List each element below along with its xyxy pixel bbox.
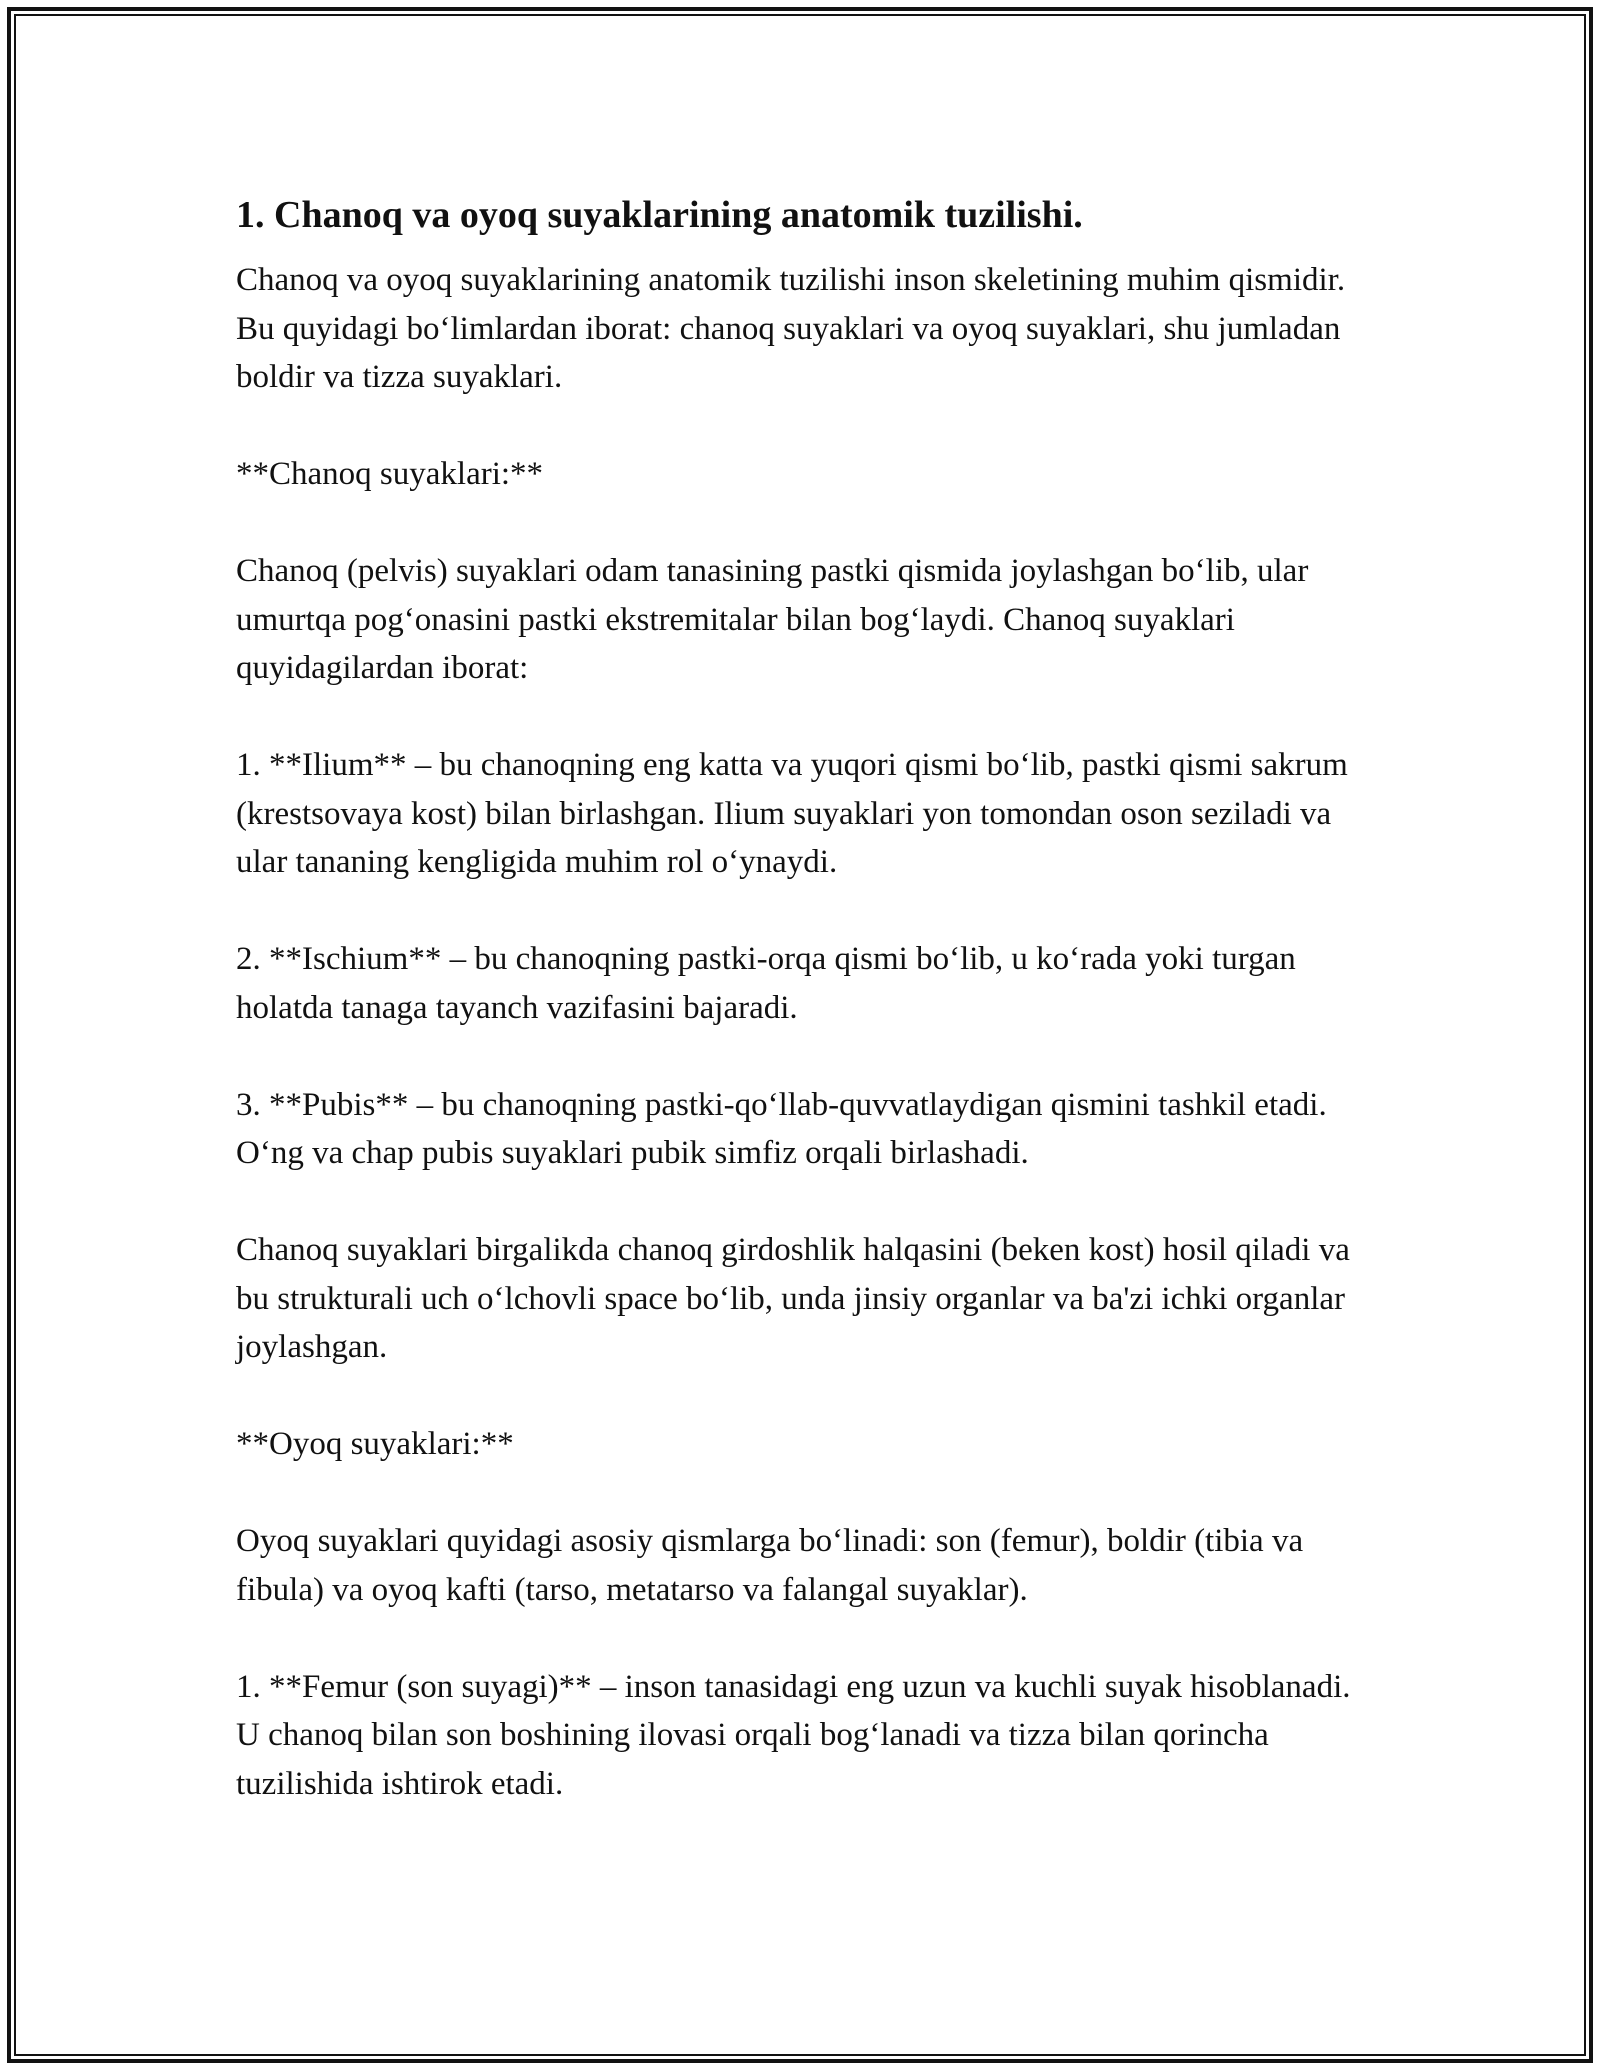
paragraph-chanoq-summary: Chanoq suyaklari birgalikda chanoq girdoshlik halqasini (beken kost) hosil qiladi va bu strukturali uch o‘lchovli space bo‘lib, unda jinsiy organlar va ba'zi ichki organlar joylashgan. (236, 1232, 1350, 1365)
paragraph-gap (236, 499, 1376, 548)
paragraph-gap (236, 1614, 1376, 1663)
list-item-ischium: 2. **Ischium** – bu chanoqning pastki-orqa qismi bo‘lib, u ko‘rada yoki turgan holatda tanaga tayanch vazifasini bajaradi. (236, 941, 1296, 1026)
paragraph-oyoq-description: Oyoq suyaklari quyidagi asosiy qismlarga bo‘linadi: son (femur), boldir (tibia va fibula) va oyoq kafti (tarso, metatarso va falangal suyaklar). (236, 1523, 1304, 1608)
paragraph-gap (236, 1372, 1376, 1421)
list-item-femur: 1. **Femur (son suyagi)** – inson tanasidagi eng uzun va kuchli suyak hisoblanadi. U chanoq bilan son boshining ilovasi orqali bog‘lanadi va tizza bilan qorincha tuzilishida ishtirok etadi. (236, 1668, 1351, 1802)
paragraph-gap (236, 887, 1376, 936)
paragraph-chanoq-description: Chanoq (pelvis) suyaklari odam tanasining pastki qismida joylashgan bo‘lib, ular umurtqa pog‘onasini pastki ekstremitalar bilan bog‘laydi. Chanoq suyaklari quyidagilardan iborat: (236, 553, 1309, 686)
paragraph-gap (236, 1469, 1376, 1518)
paragraph-gap (236, 693, 1376, 742)
heading-oyoq-suyaklari: **Oyoq suyaklari:** (236, 1426, 514, 1462)
paragraph-intro: Chanoq va oyoq suyaklarining anatomik tuzilishi inson skeletining muhim qismidir. Bu quyidagi bo‘limlardan iborat: chanoq suyaklari va oyoq suyaklari, shu jumladan boldir va tizza suyaklari. (236, 262, 1346, 395)
paragraph-gap (236, 1032, 1376, 1081)
list-item-pubis: 3. **Pubis** – bu chanoqning pastki-qo‘llab-quvvatlaydigan qismini tashkil etadi. O‘ng va chap pubis suyaklari pubik simfiz orqali birlashadi. (236, 1086, 1327, 1171)
heading-chanoq-suyaklari: **Chanoq suyaklari:** (236, 456, 544, 492)
paragraph-gap (236, 1178, 1376, 1227)
document-title: 1. Chanoq va oyoq suyaklarining anatomik tuzilishi. (236, 194, 1083, 236)
paragraph-gap (236, 402, 1376, 451)
list-item-ilium: 1. **Ilium** – bu chanoqning eng katta va yuqori qismi bo‘lib, pastki qismi sakrum (krestsovaya kost) bilan birlashgan. Ilium suyaklari yon tomondan oson seziladi va ular tananing kengligida muhim rol o‘ynaydi. (236, 747, 1348, 880)
document-body (236, 182, 1376, 1808)
